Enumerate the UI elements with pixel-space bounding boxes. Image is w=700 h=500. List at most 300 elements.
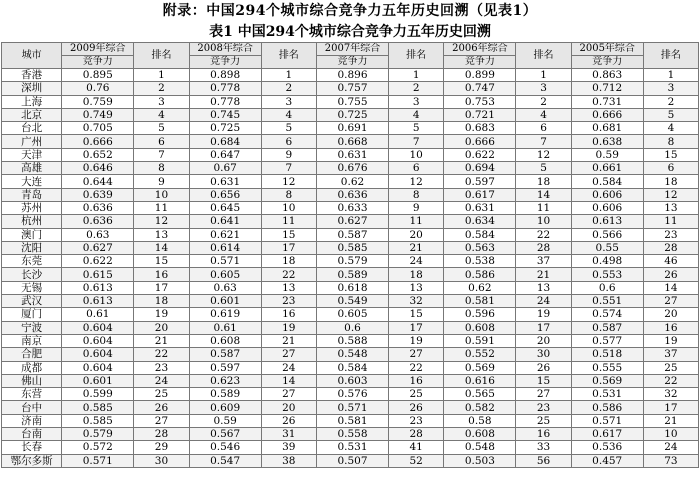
score-2009-cell: 0.604 (62, 334, 134, 347)
rank-2007-cell: 32 (389, 295, 444, 308)
rank-2006-cell: 24 (516, 295, 571, 308)
rank-2007-cell: 18 (389, 268, 444, 281)
rank-2007-cell: 3 (389, 95, 444, 108)
rank-2006-cell: 30 (516, 348, 571, 361)
score-2008-cell: 0.589 (189, 388, 261, 401)
score-2009-cell: 0.604 (62, 348, 134, 361)
score-2007-cell: 0.589 (316, 268, 388, 281)
rank-2009-cell: 14 (134, 241, 189, 254)
year-2005-header: 2005年综合 (571, 43, 643, 56)
rank-2007-cell: 1 (389, 69, 444, 82)
score-2008-cell: 0.608 (189, 334, 261, 347)
rank-2005-cell: 22 (643, 374, 698, 387)
score-2009-cell: 0.615 (62, 268, 134, 281)
score-2007-cell: 0.549 (316, 295, 388, 308)
year-2006-header: 2006年综合 (444, 43, 516, 56)
score-2008-cell: 0.778 (189, 82, 261, 95)
table-row (2, 228, 699, 241)
score-2006-cell: 0.721 (444, 108, 516, 121)
score-2006-header: 竞争力 (444, 56, 516, 69)
score-2008-cell: 0.631 (189, 175, 261, 188)
rank-2007-cell: 2 (389, 82, 444, 95)
rank-2007-cell: 19 (389, 334, 444, 347)
score-2006-cell: 0.622 (444, 148, 516, 161)
city-cell: 佛山 (2, 374, 62, 387)
rank-2006-cell: 3 (516, 82, 571, 95)
score-2005-cell: 0.606 (571, 188, 643, 201)
rank-2006-cell: 22 (516, 228, 571, 241)
rank-2005-cell: 26 (643, 268, 698, 281)
rank-2005-cell: 37 (643, 348, 698, 361)
score-2007-cell: 0.548 (316, 348, 388, 361)
score-2007-cell: 0.636 (316, 188, 388, 201)
city-cell: 南京 (2, 334, 62, 347)
score-2005-cell: 0.681 (571, 122, 643, 135)
score-2006-cell: 0.538 (444, 255, 516, 268)
rank-2006-cell: 25 (516, 414, 571, 427)
score-2007-cell: 0.6 (316, 321, 388, 334)
rank-2005-cell: 3 (643, 82, 698, 95)
score-2005-cell: 0.498 (571, 255, 643, 268)
rank-2009-cell: 28 (134, 428, 189, 441)
rank-2009-cell: 24 (134, 374, 189, 387)
rank-2009-cell: 8 (134, 162, 189, 175)
score-2008-cell: 0.898 (189, 69, 261, 82)
rank-2008-cell: 27 (261, 388, 316, 401)
score-2005-cell: 0.661 (571, 162, 643, 175)
rank-2005-cell: 20 (643, 308, 698, 321)
score-2009-cell: 0.572 (62, 441, 134, 454)
score-2007-header: 竞争力 (316, 56, 388, 69)
score-2009-cell: 0.613 (62, 295, 134, 308)
city-cell: 鄂尔多斯 (2, 454, 62, 467)
score-2007-cell: 0.631 (316, 148, 388, 161)
score-2007-cell: 0.588 (316, 334, 388, 347)
score-2006-cell: 0.683 (444, 122, 516, 135)
rank-2008-cell: 16 (261, 308, 316, 321)
rank-2005-cell: 11 (643, 215, 698, 228)
score-2008-cell: 0.59 (189, 414, 261, 427)
rank-2007-cell: 6 (389, 162, 444, 175)
score-2006-cell: 0.548 (444, 441, 516, 454)
rank-2006-header: 排名 (516, 43, 571, 69)
table-row (2, 281, 699, 294)
score-2006-cell: 0.581 (444, 295, 516, 308)
rank-2006-cell: 13 (516, 281, 571, 294)
rank-2009-cell: 23 (134, 361, 189, 374)
city-cell: 宁波 (2, 321, 62, 334)
table-row (2, 348, 699, 361)
score-2009-cell: 0.571 (62, 454, 134, 467)
score-2006-cell: 0.597 (444, 175, 516, 188)
score-2008-cell: 0.623 (189, 374, 261, 387)
rank-2008-cell: 22 (261, 268, 316, 281)
rank-2006-cell: 6 (516, 122, 571, 135)
rank-2009-cell: 19 (134, 308, 189, 321)
score-2009-cell: 0.622 (62, 255, 134, 268)
score-2005-cell: 0.606 (571, 201, 643, 214)
rank-2008-cell: 6 (261, 135, 316, 148)
rank-2005-cell: 10 (643, 428, 698, 441)
rank-2008-cell: 20 (261, 401, 316, 414)
score-2008-cell: 0.609 (189, 401, 261, 414)
score-2006-cell: 0.753 (444, 95, 516, 108)
table-row (2, 108, 699, 121)
table-title: 表1 中国294个城市综合竞争力五年历史回溯 (209, 24, 491, 40)
rank-2005-cell: 46 (643, 255, 698, 268)
rank-2009-cell: 7 (134, 148, 189, 161)
city-cell: 沈阳 (2, 241, 62, 254)
score-2008-header: 竞争力 (189, 56, 261, 69)
city-cell: 济南 (2, 414, 62, 427)
city-cell: 武汉 (2, 295, 62, 308)
table-row (2, 188, 699, 201)
rank-2007-cell: 24 (389, 255, 444, 268)
score-2006-cell: 0.666 (444, 135, 516, 148)
rank-2006-cell: 17 (516, 321, 571, 334)
city-column-header: 城市 (2, 43, 62, 69)
rank-2007-cell: 21 (389, 241, 444, 254)
rank-2005-cell: 12 (643, 188, 698, 201)
rank-2005-cell: 25 (643, 361, 698, 374)
score-2008-cell: 0.614 (189, 241, 261, 254)
score-2009-cell: 0.579 (62, 428, 134, 441)
score-2009-cell: 0.636 (62, 215, 134, 228)
city-cell: 无锡 (2, 281, 62, 294)
score-2007-cell: 0.579 (316, 255, 388, 268)
table-row (2, 162, 699, 175)
table-row (2, 374, 699, 387)
score-2009-cell: 0.639 (62, 188, 134, 201)
rank-2006-cell: 14 (516, 188, 571, 201)
score-2008-cell: 0.745 (189, 108, 261, 121)
score-2009-cell: 0.644 (62, 175, 134, 188)
score-2006-cell: 0.608 (444, 321, 516, 334)
score-2009-cell: 0.749 (62, 108, 134, 121)
table-row (2, 241, 699, 254)
rank-2005-cell: 1 (643, 69, 698, 82)
rank-2008-cell: 14 (261, 374, 316, 387)
rank-2009-cell: 21 (134, 334, 189, 347)
rank-2008-cell: 18 (261, 255, 316, 268)
year-2008-header: 2008年综合 (189, 43, 261, 56)
score-2005-cell: 0.555 (571, 361, 643, 374)
score-2007-cell: 0.691 (316, 122, 388, 135)
city-cell: 澳门 (2, 228, 62, 241)
score-2005-cell: 0.553 (571, 268, 643, 281)
score-2007-cell: 0.668 (316, 135, 388, 148)
score-2007-cell: 0.62 (316, 175, 388, 188)
rank-2005-cell: 73 (643, 454, 698, 467)
score-2008-cell: 0.587 (189, 348, 261, 361)
rank-2007-cell: 9 (389, 201, 444, 214)
rank-2007-cell: 41 (389, 441, 444, 454)
score-2009-cell: 0.666 (62, 135, 134, 148)
score-2008-cell: 0.621 (189, 228, 261, 241)
rank-2006-cell: 23 (516, 401, 571, 414)
rank-2008-cell: 38 (261, 454, 316, 467)
city-cell: 上海 (2, 95, 62, 108)
city-cell: 合肥 (2, 348, 62, 361)
rank-2006-cell: 37 (516, 255, 571, 268)
rank-2005-cell: 21 (643, 414, 698, 427)
score-2005-cell: 0.638 (571, 135, 643, 148)
rank-2009-cell: 17 (134, 281, 189, 294)
rank-2007-cell: 12 (389, 175, 444, 188)
rank-2009-cell: 4 (134, 108, 189, 121)
rank-2007-cell: 26 (389, 401, 444, 414)
score-2006-cell: 0.582 (444, 401, 516, 414)
score-2005-cell: 0.863 (571, 69, 643, 82)
rank-2005-cell: 17 (643, 401, 698, 414)
rank-2009-cell: 29 (134, 441, 189, 454)
score-2007-cell: 0.507 (316, 454, 388, 467)
score-2006-cell: 0.617 (444, 188, 516, 201)
city-cell: 长春 (2, 441, 62, 454)
score-2005-cell: 0.666 (571, 108, 643, 121)
score-2006-cell: 0.503 (444, 454, 516, 467)
rank-2008-cell: 12 (261, 175, 316, 188)
rank-2008-cell: 23 (261, 295, 316, 308)
score-2008-cell: 0.656 (189, 188, 261, 201)
rank-2007-cell: 8 (389, 188, 444, 201)
score-2005-cell: 0.731 (571, 95, 643, 108)
city-cell: 东莞 (2, 255, 62, 268)
table-row (2, 95, 699, 108)
table-row (2, 255, 699, 268)
score-2007-cell: 0.558 (316, 428, 388, 441)
table-row (2, 135, 699, 148)
rank-2009-cell: 25 (134, 388, 189, 401)
score-2006-cell: 0.616 (444, 374, 516, 387)
score-2007-cell: 0.585 (316, 241, 388, 254)
rank-2006-cell: 27 (516, 388, 571, 401)
score-2005-cell: 0.59 (571, 148, 643, 161)
score-2009-cell: 0.585 (62, 414, 134, 427)
city-cell: 广州 (2, 135, 62, 148)
rank-2006-cell: 18 (516, 175, 571, 188)
rank-2005-cell: 13 (643, 201, 698, 214)
score-2006-cell: 0.747 (444, 82, 516, 95)
score-2005-cell: 0.577 (571, 334, 643, 347)
city-cell: 东营 (2, 388, 62, 401)
rank-2009-cell: 1 (134, 69, 189, 82)
rank-2005-cell: 8 (643, 135, 698, 148)
table-row (2, 441, 699, 454)
rank-2008-cell: 9 (261, 148, 316, 161)
score-2009-header: 竞争力 (62, 56, 134, 69)
score-2006-cell: 0.591 (444, 334, 516, 347)
score-2008-cell: 0.647 (189, 148, 261, 161)
score-2006-cell: 0.608 (444, 428, 516, 441)
score-2007-cell: 0.576 (316, 388, 388, 401)
score-2008-cell: 0.619 (189, 308, 261, 321)
score-2007-cell: 0.584 (316, 361, 388, 374)
score-2006-cell: 0.584 (444, 228, 516, 241)
rank-2009-cell: 18 (134, 295, 189, 308)
city-cell: 成都 (2, 361, 62, 374)
city-cell: 北京 (2, 108, 62, 121)
score-2008-cell: 0.63 (189, 281, 261, 294)
score-2005-cell: 0.712 (571, 82, 643, 95)
rank-2007-cell: 15 (389, 308, 444, 321)
score-2006-cell: 0.596 (444, 308, 516, 321)
score-2008-cell: 0.684 (189, 135, 261, 148)
score-2008-cell: 0.778 (189, 95, 261, 108)
rank-2008-cell: 5 (261, 122, 316, 135)
rank-2009-cell: 12 (134, 215, 189, 228)
table-row (2, 201, 699, 214)
city-cell: 台南 (2, 428, 62, 441)
rank-2007-cell: 10 (389, 148, 444, 161)
score-2005-header: 竞争力 (571, 56, 643, 69)
score-2006-cell: 0.586 (444, 268, 516, 281)
rank-2007-cell: 5 (389, 122, 444, 135)
rank-2005-cell: 18 (643, 175, 698, 188)
score-2005-cell: 0.569 (571, 374, 643, 387)
table-row (2, 175, 699, 188)
score-2008-cell: 0.605 (189, 268, 261, 281)
rank-2008-cell: 24 (261, 361, 316, 374)
rank-2009-cell: 11 (134, 201, 189, 214)
city-cell: 台中 (2, 401, 62, 414)
score-2007-cell: 0.725 (316, 108, 388, 121)
score-2005-cell: 0.574 (571, 308, 643, 321)
score-2009-cell: 0.61 (62, 308, 134, 321)
table-row (2, 148, 699, 161)
table-row (2, 268, 699, 281)
rank-2005-cell: 5 (643, 108, 698, 121)
rank-2008-cell: 3 (261, 95, 316, 108)
rank-2005-cell: 16 (643, 321, 698, 334)
score-2007-cell: 0.896 (316, 69, 388, 82)
city-cell: 台北 (2, 122, 62, 135)
table-body (2, 69, 699, 468)
rank-2007-cell: 20 (389, 228, 444, 241)
score-2006-cell: 0.58 (444, 414, 516, 427)
table-row (2, 295, 699, 308)
rank-2006-cell: 16 (516, 428, 571, 441)
rank-2005-cell: 2 (643, 95, 698, 108)
score-2006-cell: 0.634 (444, 215, 516, 228)
score-2005-cell: 0.566 (571, 228, 643, 241)
rank-2006-cell: 20 (516, 334, 571, 347)
score-2008-cell: 0.67 (189, 162, 261, 175)
city-cell: 天津 (2, 148, 62, 161)
score-2005-cell: 0.457 (571, 454, 643, 467)
score-2005-cell: 0.571 (571, 414, 643, 427)
rank-2006-cell: 15 (516, 374, 571, 387)
table-row (2, 361, 699, 374)
rank-2005-cell: 19 (643, 334, 698, 347)
year-2009-header: 2009年综合 (62, 43, 134, 56)
score-2008-cell: 0.601 (189, 295, 261, 308)
rank-2006-cell: 10 (516, 215, 571, 228)
city-cell: 大连 (2, 175, 62, 188)
city-cell: 厦门 (2, 308, 62, 321)
rank-2006-cell: 4 (516, 108, 571, 121)
score-2007-cell: 0.571 (316, 401, 388, 414)
rank-2008-cell: 1 (261, 69, 316, 82)
score-2009-cell: 0.652 (62, 148, 134, 161)
score-2008-cell: 0.645 (189, 201, 261, 214)
rank-2006-cell: 33 (516, 441, 571, 454)
rank-2005-cell: 28 (643, 241, 698, 254)
rank-2006-cell: 19 (516, 308, 571, 321)
score-2007-cell: 0.605 (316, 308, 388, 321)
rank-2009-cell: 27 (134, 414, 189, 427)
score-2005-cell: 0.584 (571, 175, 643, 188)
rank-2008-cell: 17 (261, 241, 316, 254)
score-2006-cell: 0.631 (444, 201, 516, 214)
score-2005-cell: 0.617 (571, 428, 643, 441)
rank-2007-cell: 4 (389, 108, 444, 121)
table-row (2, 215, 699, 228)
rank-2005-cell: 15 (643, 148, 698, 161)
rank-2005-cell: 4 (643, 122, 698, 135)
rank-2008-cell: 26 (261, 414, 316, 427)
rank-2008-cell: 39 (261, 441, 316, 454)
rank-2006-cell: 11 (516, 201, 571, 214)
rank-2006-cell: 5 (516, 162, 571, 175)
rank-2009-cell: 30 (134, 454, 189, 467)
rank-2009-cell: 15 (134, 255, 189, 268)
rank-2005-cell: 14 (643, 281, 698, 294)
rank-2008-cell: 15 (261, 228, 316, 241)
rank-2007-cell: 25 (389, 388, 444, 401)
score-2007-cell: 0.531 (316, 441, 388, 454)
score-2006-cell: 0.62 (444, 281, 516, 294)
score-2009-cell: 0.895 (62, 69, 134, 82)
rank-2008-header: 排名 (261, 43, 316, 69)
rank-2008-cell: 31 (261, 428, 316, 441)
score-2009-cell: 0.636 (62, 201, 134, 214)
rank-2006-cell: 12 (516, 148, 571, 161)
score-2008-cell: 0.547 (189, 454, 261, 467)
rank-2008-cell: 27 (261, 348, 316, 361)
rank-2007-cell: 27 (389, 348, 444, 361)
year-2007-header: 2007年综合 (316, 43, 388, 56)
rank-2007-cell: 28 (389, 428, 444, 441)
rank-2007-cell: 11 (389, 215, 444, 228)
city-cell: 高雄 (2, 162, 62, 175)
rank-2008-cell: 13 (261, 281, 316, 294)
score-2006-cell: 0.694 (444, 162, 516, 175)
rank-2007-header: 排名 (389, 43, 444, 69)
city-cell: 长沙 (2, 268, 62, 281)
rank-2005-cell: 27 (643, 295, 698, 308)
score-2009-cell: 0.759 (62, 95, 134, 108)
rank-2009-cell: 3 (134, 95, 189, 108)
score-2009-cell: 0.585 (62, 401, 134, 414)
table-row (2, 69, 699, 82)
score-2005-cell: 0.551 (571, 295, 643, 308)
score-2006-cell: 0.552 (444, 348, 516, 361)
score-2007-cell: 0.633 (316, 201, 388, 214)
rank-2007-cell: 7 (389, 135, 444, 148)
rank-2007-cell: 17 (389, 321, 444, 334)
score-2007-cell: 0.627 (316, 215, 388, 228)
rank-2007-cell: 52 (389, 454, 444, 467)
table-row (2, 454, 699, 467)
rank-2009-cell: 6 (134, 135, 189, 148)
score-2008-cell: 0.597 (189, 361, 261, 374)
score-2009-cell: 0.599 (62, 388, 134, 401)
rank-2008-cell: 4 (261, 108, 316, 121)
rank-2009-cell: 9 (134, 175, 189, 188)
rank-2008-cell: 21 (261, 334, 316, 347)
score-2005-cell: 0.536 (571, 441, 643, 454)
